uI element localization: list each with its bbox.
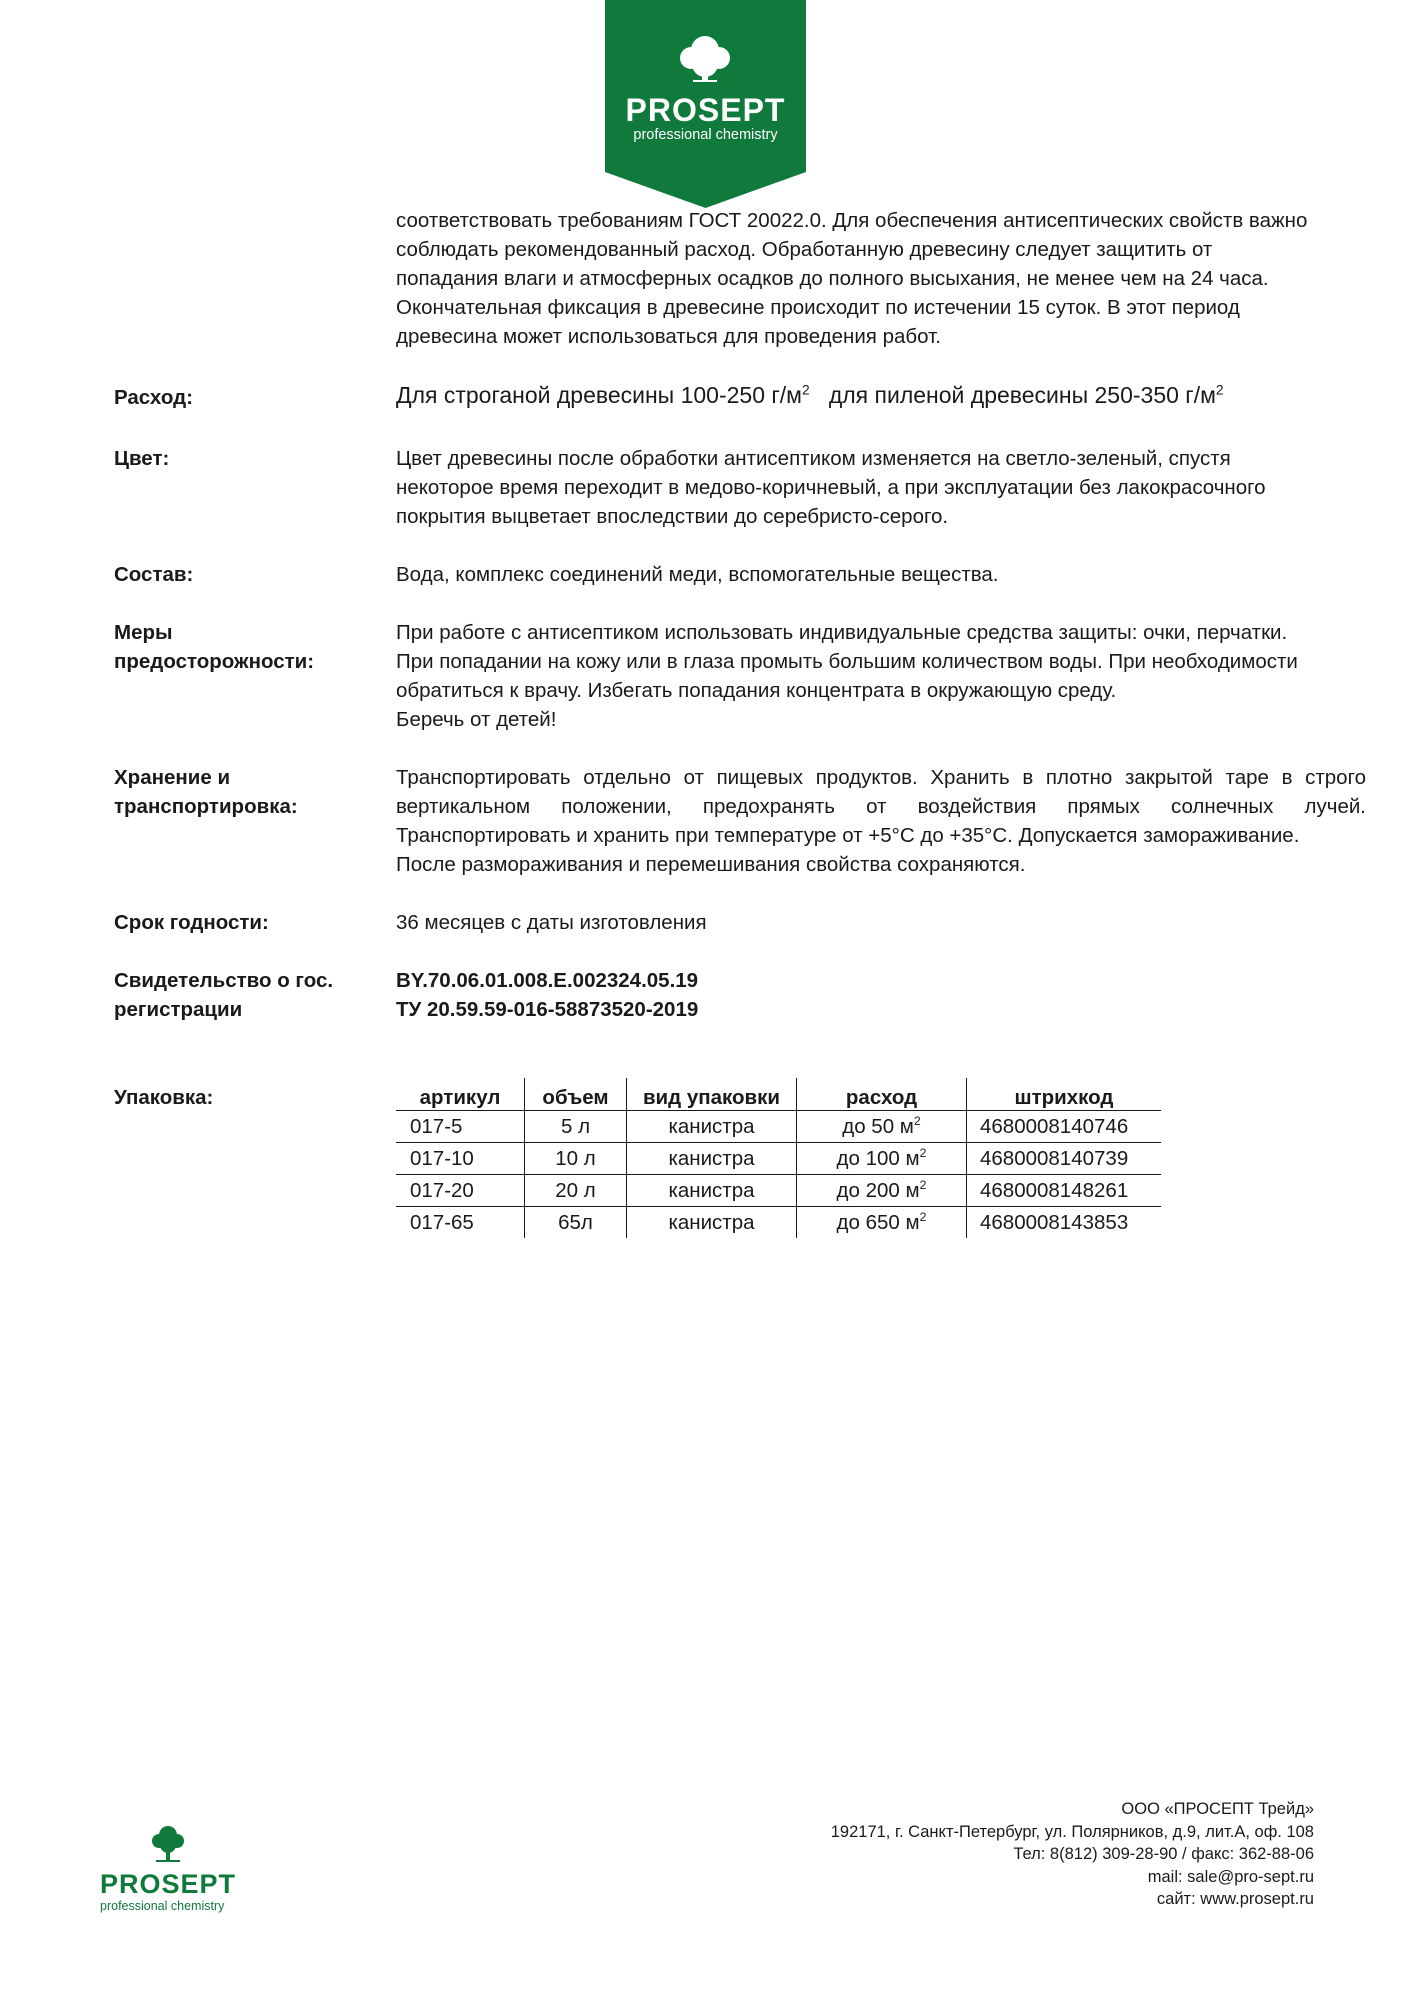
registration-tu: ТУ 20.59.59-016-58873520-2019 — [396, 998, 699, 1021]
volume-cell: 10 л — [525, 1143, 627, 1175]
volume-cell: 65л — [525, 1207, 627, 1239]
coverage-text: до 200 м — [836, 1178, 920, 1202]
precautions-line: Беречь от детей! — [396, 708, 557, 731]
header-tagline: professional chemistry — [633, 127, 778, 143]
composition-label: Состав: — [114, 563, 194, 586]
packaging-label: Упаковка: — [114, 1086, 214, 1109]
intro-line: соответствовать требованиям ГОСТ 20022.0. Для обеспечения антисептических свойств важно — [396, 209, 1308, 232]
table-header-cell: вид упаковки — [627, 1078, 797, 1111]
usage-value — [396, 381, 1366, 410]
barcode-cell: 4680008140746 — [967, 1111, 1162, 1143]
sku-cell: 017-20 — [396, 1175, 525, 1207]
color-line: покрытия выцветает впоследствии до серебристо-серого. — [396, 505, 949, 528]
precautions-line: При попадании на кожу или в глаза промыть большим количеством воды. При необходимости — [396, 650, 1298, 673]
storage-label — [114, 763, 374, 821]
header-brand: PROSEPT — [625, 92, 786, 128]
type-cell: канистра — [627, 1175, 797, 1207]
storage-label-line: транспортировка: — [114, 795, 298, 818]
usage-planed: Для строганой древесины 100-250 г/м — [396, 382, 802, 408]
usage-sawn: для пиленой древесины 250-350 г/м — [828, 382, 1216, 408]
usage-label: Расход: — [114, 386, 193, 409]
coverage-sup: 2 — [913, 1113, 921, 1128]
coverage-sup: 2 — [919, 1145, 927, 1160]
barcode-cell: 4680008143853 — [967, 1207, 1162, 1239]
coverage-cell — [797, 1175, 967, 1207]
sku-cell: 017-5 — [396, 1111, 525, 1143]
table-header-cell: артикул — [419, 1086, 501, 1109]
intro-line: Окончательная фиксация в древесине происходит по истечении 15 суток. В этот период — [396, 296, 1240, 319]
shelf-life-label: Срок годности: — [114, 911, 269, 934]
table-row — [396, 1111, 1161, 1143]
intro-paragraph — [396, 206, 1366, 351]
table-header-cell: расход — [797, 1078, 967, 1111]
storage-label-line: Хранение и — [114, 766, 231, 789]
type-cell: канистра — [627, 1143, 797, 1175]
registration-value — [396, 966, 1366, 1024]
storage-value — [396, 763, 1366, 879]
table-row — [396, 1207, 1161, 1239]
company-address: 192171, г. Санкт-Петербург, ул. Полярников, д.9, лит.А, оф. 108 — [830, 1822, 1314, 1841]
packaging-table-wrap — [396, 1078, 1161, 1238]
company-name: ООО «ПРОСЕПТ Трейд» — [1121, 1800, 1314, 1818]
color-label: Цвет: — [114, 447, 170, 470]
company-email[interactable]: mail: sale@pro-sept.ru — [1147, 1867, 1314, 1886]
storage-text: Транспортировать отдельно от пищевых продуктов. Хранить в плотно закрытой таре в строго вертикальном положении, предохранять от воздействия прямых солнечных лучей. Транспортировать и хранить при температуре от +5°С до +35°С. Допускается замораживание. — [396, 766, 1366, 847]
table-row — [396, 1143, 1161, 1175]
footer-tagline: professional chemistry — [100, 1899, 225, 1913]
shelf-life-value: 36 месяцев с даты изготовления — [396, 911, 707, 934]
barcode-cell: 4680008148261 — [967, 1175, 1162, 1207]
color-value — [396, 444, 1366, 531]
table-header-cell: объем — [525, 1078, 627, 1111]
barcode-cell: 4680008140739 — [967, 1143, 1162, 1175]
intro-line: древесина может использоваться для проведения работ. — [396, 325, 941, 348]
intro-line: соблюдать рекомендованный расход. Обработанную древесину следует защитить от — [396, 238, 1213, 261]
precautions-line: обратиться к врачу. Избегать попадания концентрата в окружающую среду. — [396, 679, 1117, 702]
table-header-row — [396, 1078, 1161, 1111]
storage-last-line: После размораживания и перемешивания свойства сохраняются. — [396, 853, 1026, 876]
precautions-label-line: предосторожности: — [114, 650, 315, 673]
footer-contacts — [700, 1798, 1314, 1911]
precautions-label-line: Меры — [114, 621, 173, 644]
registration-certificate: BY.70.06.01.008.E.002324.05.19 — [396, 969, 699, 992]
coverage-text: до 650 м — [836, 1210, 920, 1234]
precautions-line: При работе с антисептиком использовать индивидуальные средства защиты: очки, перчатки. — [396, 621, 1288, 644]
volume-cell: 5 л — [525, 1111, 627, 1143]
coverage-cell — [797, 1143, 967, 1175]
volume-cell: 20 л — [525, 1175, 627, 1207]
sku-cell: 017-65 — [396, 1207, 525, 1239]
precautions-value — [396, 618, 1366, 734]
tree-icon — [98, 1823, 238, 1873]
color-line: Цвет древесины после обработки антисептиком изменяется на светло-зеленый, спустя — [396, 447, 1231, 470]
table-row — [396, 1175, 1161, 1207]
coverage-sup: 2 — [919, 1209, 927, 1224]
composition-value: Вода, комплекс соединений меди, вспомогательные вещества. — [396, 563, 999, 586]
footer-brand: PROSEPT — [100, 1869, 237, 1899]
precautions-label — [114, 618, 374, 676]
company-phone: Тел: 8(812) 309-28-90 / факс: 362-88-06 — [1013, 1845, 1314, 1863]
registration-label-line: Свидетельство о гос. — [114, 969, 334, 992]
coverage-sup: 2 — [919, 1177, 927, 1192]
coverage-text: до 50 м — [842, 1114, 914, 1138]
registration-label-line: регистрации — [114, 998, 243, 1021]
coverage-text: до 100 м — [836, 1146, 920, 1170]
color-line: некоторое время переходит в медово-коричневый, а при эксплуатации без лакокрасочного — [396, 476, 1266, 499]
type-cell: канистра — [627, 1207, 797, 1239]
type-cell: канистра — [627, 1111, 797, 1143]
packaging-table — [396, 1078, 1161, 1238]
footer-logo — [98, 1823, 238, 1918]
company-website[interactable]: сайт: www.prosept.ru — [1156, 1890, 1314, 1908]
usage-sup: 2 — [1215, 382, 1224, 398]
usage-sup: 2 — [801, 382, 810, 398]
coverage-cell — [797, 1111, 967, 1143]
header-logo-badge — [605, 0, 806, 208]
registration-label — [114, 966, 374, 1024]
table-header-cell: штрихкод — [967, 1078, 1162, 1111]
coverage-cell — [797, 1207, 967, 1239]
intro-line: попадания влаги и атмосферных осадков до полного высыхания, не менее чем на 24 часа. — [396, 267, 1269, 290]
sku-cell: 017-10 — [396, 1143, 525, 1175]
